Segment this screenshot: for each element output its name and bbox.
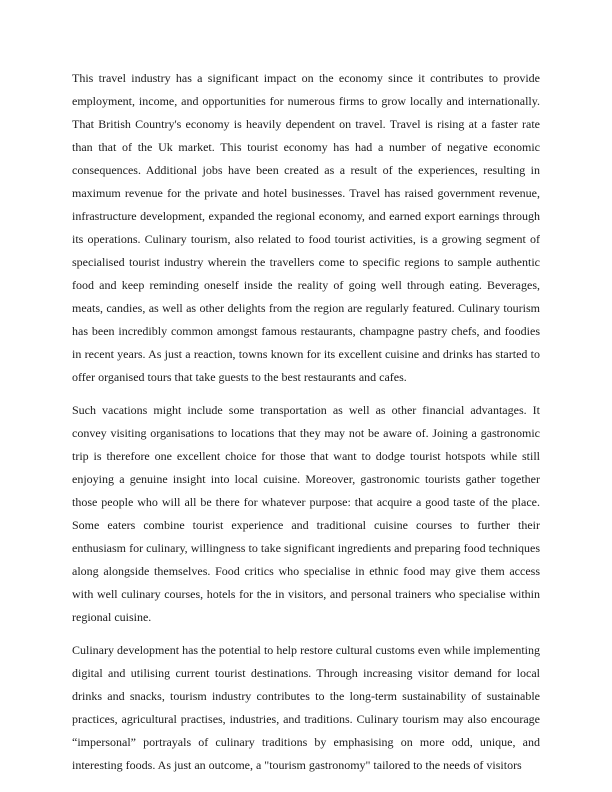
paragraph-culinary-development: Culinary development has the potential to help restore cultural customs even while implementing digital and utilising current tourist destinations. Through increasing visitor demand for local drinks and snacks, tourism industry contributes to the long-term sustainability of sustainable practices, agricultural practises, industries, and traditions. Culinary tourism may also encourage “impersonal” portrayals of culinary traditions by emphasising on more odd, unique, and interesting foods. As just an outcome, a "tourism gastronomy" tailored to the needs of visitors — [72, 643, 540, 772]
paragraph-tourism-economy: This travel industry has a significant impact on the economy since it contributes to provide employment, income, and opportunities for numerous firms to grow locally and internationally. That British Country's economy is heavily dependent on travel. Travel is rising at a faster rate than that of the Uk market. This tourist economy has had a number of negative economic consequences. Additional jobs have been created as a result of the experiences, resulting in maximum revenue for the private and hotel businesses. Travel has raised government revenue, infrastructure development, expanded the regional economy, and earned export earnings through its operations. Culinary tourism, also related to food tourist activities, is a growing segment of specialised tourist industry wherein the travellers come to specific regions to sample authentic food and keep reminding oneself inside the reality of going well through eating. Beverages, meats, candies, as well as other delights from the region are regularly featured. Culinary tourism has been incredibly common amongst famous restaurants, champagne pastry chefs, and foodies in recent years. As just a reaction, towns known for its excellent cuisine and drinks has started to offer organised tours that take guests to the best restaurants and cafes. — [72, 71, 540, 384]
document-page — [72, 67, 540, 787]
paragraph-culinary-vacations: Such vacations might include some transportation as well as other financial advantages. It convey visiting organisations to locations that they may not be aware of. Joining a gastronomic trip is therefore one excellent choice for those that want to dodge tourist hotspots while still enjoying a genuine insight into local cuisine. Moreover, gastronomic tourists gather together those people who will all be there for whatever purpose: that acquire a good taste of the place. Some eaters combine tourist experience and traditional cuisine courses to further their enthusiasm for culinary, willingness to take significant ingredients and preparing food techniques along alongside themselves. Food critics who specialise in ethnic food may give them access with well culinary courses, hotels for the in visitors, and personal trainers who specialise within regional cuisine. — [72, 403, 540, 624]
